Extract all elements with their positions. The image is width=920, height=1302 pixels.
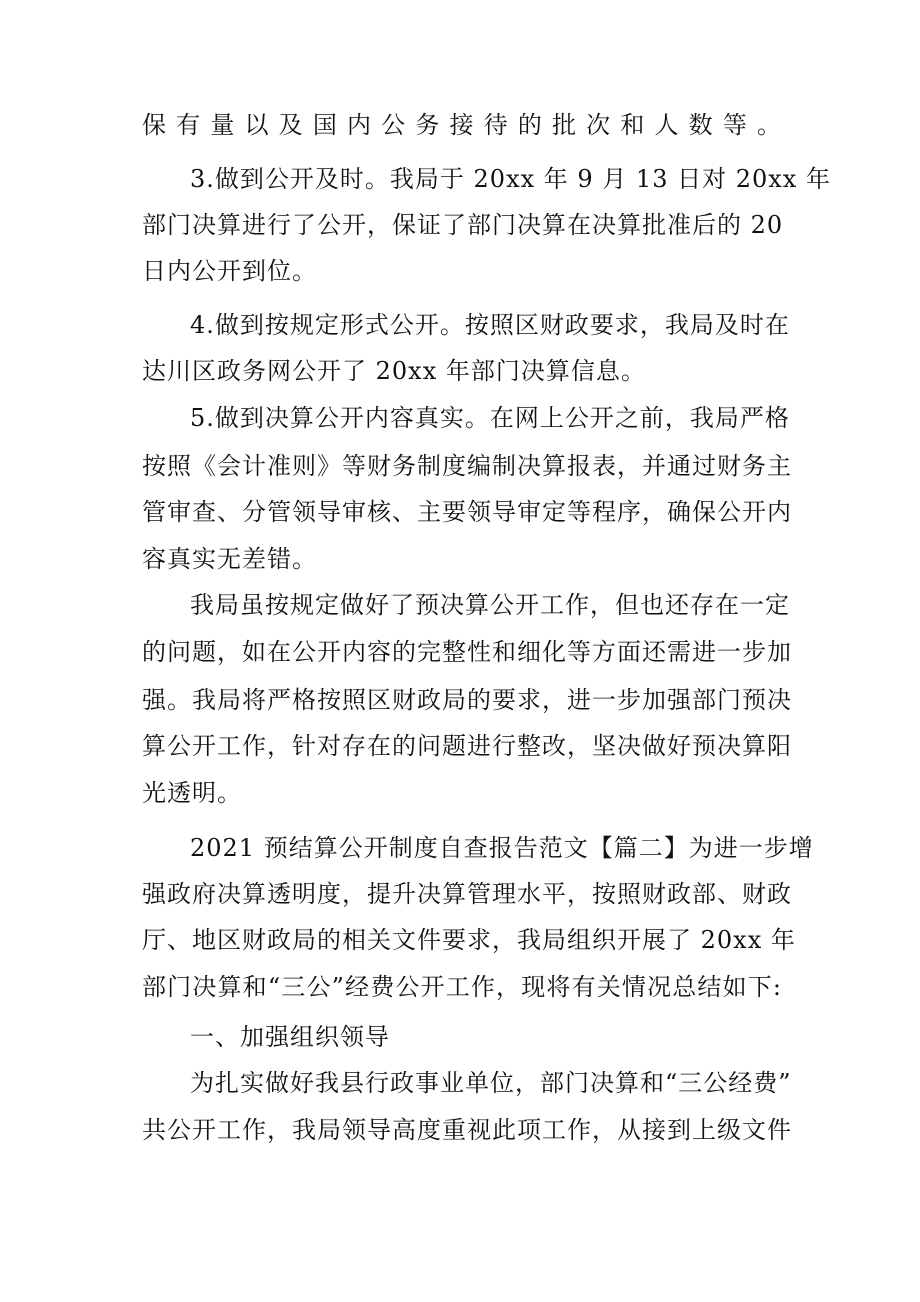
- text-line: 按照《会计准则》等财务制度编制决算报表，并通过财务主: [142, 452, 792, 480]
- text-line: 共公开工作，我局领导高度重视此项工作，从接到上级文件: [142, 1116, 792, 1144]
- text-line: 我局虽按规定做好了预决算公开工作，但也还存在一定: [190, 591, 790, 619]
- text-line: 算公开工作，针对存在的问题进行整改，坚决做好预决算阳: [142, 732, 792, 760]
- section-heading: 一、加强组织领导: [190, 1023, 390, 1051]
- text-line: 部门决算进行了公开，保证了部门决算在决算批准后的 20: [142, 211, 784, 239]
- text-line: 达川区政务网公开了 20xx 年部门决算信息。: [142, 357, 646, 385]
- text-line: 强。我局将严格按照区财政局的要求，进一步加强部门预决: [142, 686, 792, 714]
- text-line: 保有量以及国内公务接待的批次和人数等。: [142, 111, 782, 139]
- text-line: 3.做到公开及时。我局于 20xx 年 9 月 13 日对 20xx 年: [190, 165, 831, 193]
- text-line: 5.做到决算公开内容真实。在网上公开之前，我局严格: [190, 404, 790, 432]
- text-line: 强政府决算透明度，提升决算管理水平，按照财政部、财政: [142, 880, 792, 908]
- text-line: 日内公开到位。: [142, 257, 317, 285]
- text-line: 管审查、分管领导审核、主要领导审定等程序，确保公开内: [142, 498, 792, 526]
- text-line: 的问题，如在公开内容的完整性和细化等方面还需进一步加: [142, 638, 792, 666]
- text-line: 4.做到按规定形式公开。按照区财政要求，我局及时在: [190, 311, 790, 339]
- text-line: 部门决算和“三公”经费公开工作，现将有关情况总结如下:: [142, 973, 782, 1001]
- text-line: 光透明。: [142, 779, 242, 807]
- text-line: 为扎实做好我县行政事业单位，部门决算和“三公经费”: [190, 1069, 792, 1097]
- text-line: 厅、地区财政局的相关文件要求，我局组织开展了 20xx 年: [142, 926, 796, 954]
- text-line: 容真实无差错。: [142, 545, 317, 573]
- text-line: 2021 预结算公开制度自查报告范文【篇二】为进一步增: [190, 834, 814, 862]
